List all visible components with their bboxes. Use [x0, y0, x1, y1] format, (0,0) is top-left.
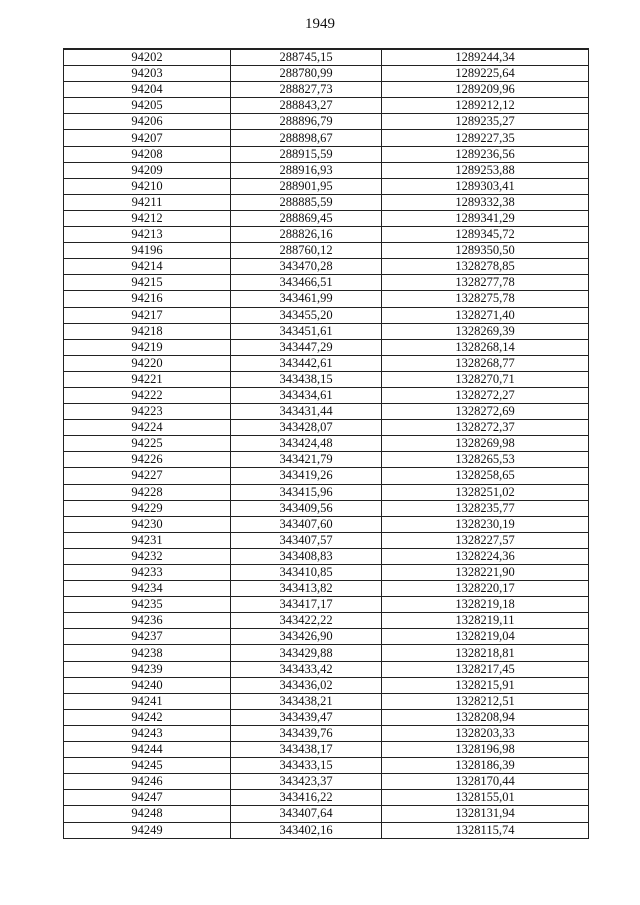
- x-coordinate-cell: 288780,99: [231, 66, 382, 82]
- point-number-cell: 94229: [64, 500, 231, 516]
- table-row: [64, 355, 589, 371]
- y-coordinate-cell: 1289341,29: [382, 210, 589, 226]
- y-coordinate-cell: 1289225,64: [382, 66, 589, 82]
- y-coordinate-cell: 1328170,44: [382, 774, 589, 790]
- y-coordinate-cell: 1289332,38: [382, 194, 589, 210]
- x-coordinate-cell: 343421,79: [231, 452, 382, 468]
- x-coordinate-cell: 343415,96: [231, 484, 382, 500]
- x-coordinate-cell: 343433,42: [231, 661, 382, 677]
- x-coordinate-cell: 343439,76: [231, 725, 382, 741]
- y-coordinate-cell: 1328275,78: [382, 291, 589, 307]
- table-row: [64, 645, 589, 661]
- table-row: [64, 323, 589, 339]
- table-row: [64, 742, 589, 758]
- table-row: [64, 758, 589, 774]
- table-row: [64, 661, 589, 677]
- y-coordinate-cell: 1289244,34: [382, 49, 589, 66]
- x-coordinate-cell: 343438,21: [231, 693, 382, 709]
- table-row: [64, 49, 589, 66]
- table-row: [64, 693, 589, 709]
- x-coordinate-cell: 288896,79: [231, 114, 382, 130]
- table-row: [64, 307, 589, 323]
- table-row: [64, 452, 589, 468]
- y-coordinate-cell: 1328219,04: [382, 629, 589, 645]
- x-coordinate-cell: 288916,93: [231, 162, 382, 178]
- y-coordinate-cell: 1328212,51: [382, 693, 589, 709]
- x-coordinate-cell: 343423,37: [231, 774, 382, 790]
- table-row: [64, 227, 589, 243]
- point-number-cell: 94221: [64, 371, 231, 387]
- point-number-cell: 94247: [64, 790, 231, 806]
- table-row: [64, 98, 589, 114]
- x-coordinate-cell: 343426,90: [231, 629, 382, 645]
- y-coordinate-cell: 1328196,98: [382, 742, 589, 758]
- y-coordinate-cell: 1289345,72: [382, 227, 589, 243]
- table-row: [64, 275, 589, 291]
- x-coordinate-cell: 288898,67: [231, 130, 382, 146]
- y-coordinate-cell: 1328219,11: [382, 613, 589, 629]
- point-number-cell: 94248: [64, 806, 231, 822]
- table-row: [64, 725, 589, 741]
- y-coordinate-cell: 1328155,01: [382, 790, 589, 806]
- point-number-cell: 94217: [64, 307, 231, 323]
- y-coordinate-cell: 1328115,74: [382, 822, 589, 838]
- point-number-cell: 94245: [64, 758, 231, 774]
- x-coordinate-cell: 343433,15: [231, 758, 382, 774]
- point-number-cell: 94207: [64, 130, 231, 146]
- point-number-cell: 94235: [64, 597, 231, 613]
- table-row: [64, 194, 589, 210]
- point-number-cell: 94231: [64, 532, 231, 548]
- point-number-cell: 94211: [64, 194, 231, 210]
- point-number-cell: 94204: [64, 82, 231, 98]
- table-row: [64, 629, 589, 645]
- x-coordinate-cell: 343434,61: [231, 387, 382, 403]
- page-number: 1949: [305, 16, 335, 32]
- point-number-cell: 94223: [64, 404, 231, 420]
- table-row: [64, 436, 589, 452]
- table-body: [64, 49, 589, 838]
- y-coordinate-cell: 1328251,02: [382, 484, 589, 500]
- x-coordinate-cell: 343436,02: [231, 677, 382, 693]
- y-coordinate-cell: 1328221,90: [382, 565, 589, 581]
- point-number-cell: 94233: [64, 565, 231, 581]
- point-number-cell: 94226: [64, 452, 231, 468]
- x-coordinate-cell: 343455,20: [231, 307, 382, 323]
- point-number-cell: 94232: [64, 548, 231, 564]
- x-coordinate-cell: 343438,15: [231, 371, 382, 387]
- table-row: [64, 66, 589, 82]
- point-number-cell: 94213: [64, 227, 231, 243]
- point-number-cell: 94209: [64, 162, 231, 178]
- y-coordinate-cell: 1328272,27: [382, 387, 589, 403]
- coordinates-table: [63, 48, 589, 839]
- table-row: [64, 291, 589, 307]
- y-coordinate-cell: 1328277,78: [382, 275, 589, 291]
- table-row: [64, 420, 589, 436]
- table-row: [64, 404, 589, 420]
- point-number-cell: 94224: [64, 420, 231, 436]
- point-number-cell: 94196: [64, 243, 231, 259]
- table-row: [64, 516, 589, 532]
- x-coordinate-cell: 343407,57: [231, 532, 382, 548]
- y-coordinate-cell: 1328208,94: [382, 709, 589, 725]
- point-number-cell: 94216: [64, 291, 231, 307]
- point-number-cell: 94212: [64, 210, 231, 226]
- y-coordinate-cell: 1328186,39: [382, 758, 589, 774]
- y-coordinate-cell: 1328215,91: [382, 677, 589, 693]
- x-coordinate-cell: 288760,12: [231, 243, 382, 259]
- point-number-cell: 94244: [64, 742, 231, 758]
- table-row: [64, 822, 589, 838]
- y-coordinate-cell: 1289236,56: [382, 146, 589, 162]
- table-row: [64, 806, 589, 822]
- y-coordinate-cell: 1328269,98: [382, 436, 589, 452]
- y-coordinate-cell: 1328278,85: [382, 259, 589, 275]
- table-row: [64, 339, 589, 355]
- table-row: [64, 114, 589, 130]
- point-number-cell: 94214: [64, 259, 231, 275]
- y-coordinate-cell: 1328224,36: [382, 548, 589, 564]
- point-number-cell: 94227: [64, 468, 231, 484]
- y-coordinate-cell: 1289253,88: [382, 162, 589, 178]
- x-coordinate-cell: 343439,47: [231, 709, 382, 725]
- table-row: [64, 210, 589, 226]
- point-number-cell: 94243: [64, 725, 231, 741]
- x-coordinate-cell: 288915,59: [231, 146, 382, 162]
- table-row: [64, 500, 589, 516]
- x-coordinate-cell: 343409,56: [231, 500, 382, 516]
- table-row: [64, 82, 589, 98]
- x-coordinate-cell: 343422,22: [231, 613, 382, 629]
- x-coordinate-cell: 343428,07: [231, 420, 382, 436]
- y-coordinate-cell: 1328217,45: [382, 661, 589, 677]
- x-coordinate-cell: 343438,17: [231, 742, 382, 758]
- x-coordinate-cell: 288869,45: [231, 210, 382, 226]
- y-coordinate-cell: 1328131,94: [382, 806, 589, 822]
- point-number-cell: 94206: [64, 114, 231, 130]
- table-row: [64, 597, 589, 613]
- y-coordinate-cell: 1328219,18: [382, 597, 589, 613]
- x-coordinate-cell: 288885,59: [231, 194, 382, 210]
- x-coordinate-cell: 343413,82: [231, 581, 382, 597]
- x-coordinate-cell: 343424,48: [231, 436, 382, 452]
- y-coordinate-cell: 1328270,71: [382, 371, 589, 387]
- y-coordinate-cell: 1328235,77: [382, 500, 589, 516]
- y-coordinate-cell: 1328272,69: [382, 404, 589, 420]
- point-number-cell: 94208: [64, 146, 231, 162]
- point-number-cell: 94220: [64, 355, 231, 371]
- point-number-cell: 94219: [64, 339, 231, 355]
- point-number-cell: 94242: [64, 709, 231, 725]
- table-row: [64, 468, 589, 484]
- x-coordinate-cell: 343410,85: [231, 565, 382, 581]
- point-number-cell: 94210: [64, 178, 231, 194]
- x-coordinate-cell: 343431,44: [231, 404, 382, 420]
- y-coordinate-cell: 1328269,39: [382, 323, 589, 339]
- table-row: [64, 371, 589, 387]
- y-coordinate-cell: 1289350,50: [382, 243, 589, 259]
- y-coordinate-cell: 1289303,41: [382, 178, 589, 194]
- x-coordinate-cell: 343447,29: [231, 339, 382, 355]
- y-coordinate-cell: 1328218,81: [382, 645, 589, 661]
- table-row: [64, 532, 589, 548]
- table-row: [64, 677, 589, 693]
- x-coordinate-cell: 288843,27: [231, 98, 382, 114]
- x-coordinate-cell: 343451,61: [231, 323, 382, 339]
- y-coordinate-cell: 1328265,53: [382, 452, 589, 468]
- y-coordinate-cell: 1328268,14: [382, 339, 589, 355]
- x-coordinate-cell: 343407,64: [231, 806, 382, 822]
- point-number-cell: 94203: [64, 66, 231, 82]
- point-number-cell: 94234: [64, 581, 231, 597]
- point-number-cell: 94238: [64, 645, 231, 661]
- point-number-cell: 94239: [64, 661, 231, 677]
- y-coordinate-cell: 1328220,17: [382, 581, 589, 597]
- table-row: [64, 565, 589, 581]
- x-coordinate-cell: 288827,73: [231, 82, 382, 98]
- table-row: [64, 790, 589, 806]
- point-number-cell: 94237: [64, 629, 231, 645]
- x-coordinate-cell: 343466,51: [231, 275, 382, 291]
- y-coordinate-cell: 1289227,35: [382, 130, 589, 146]
- point-number-cell: 94236: [64, 613, 231, 629]
- x-coordinate-cell: 343429,88: [231, 645, 382, 661]
- point-number-cell: 94222: [64, 387, 231, 403]
- y-coordinate-cell: 1289209,96: [382, 82, 589, 98]
- table-row: [64, 613, 589, 629]
- x-coordinate-cell: 343407,60: [231, 516, 382, 532]
- y-coordinate-cell: 1328258,65: [382, 468, 589, 484]
- point-number-cell: 94249: [64, 822, 231, 838]
- point-number-cell: 94228: [64, 484, 231, 500]
- y-coordinate-cell: 1328203,33: [382, 725, 589, 741]
- table-row: [64, 130, 589, 146]
- x-coordinate-cell: 343419,26: [231, 468, 382, 484]
- table-row: [64, 162, 589, 178]
- table-row: [64, 709, 589, 725]
- x-coordinate-cell: 343402,16: [231, 822, 382, 838]
- point-number-cell: 94240: [64, 677, 231, 693]
- x-coordinate-cell: 343470,28: [231, 259, 382, 275]
- x-coordinate-cell: 343417,17: [231, 597, 382, 613]
- table-row: [64, 387, 589, 403]
- x-coordinate-cell: 288745,15: [231, 49, 382, 66]
- table-row: [64, 146, 589, 162]
- point-number-cell: 94218: [64, 323, 231, 339]
- x-coordinate-cell: 343442,61: [231, 355, 382, 371]
- y-coordinate-cell: 1328230,19: [382, 516, 589, 532]
- table-row: [64, 774, 589, 790]
- y-coordinate-cell: 1328272,37: [382, 420, 589, 436]
- table-row: [64, 548, 589, 564]
- point-number-cell: 94225: [64, 436, 231, 452]
- point-number-cell: 94205: [64, 98, 231, 114]
- y-coordinate-cell: 1289235,27: [382, 114, 589, 130]
- x-coordinate-cell: 343416,22: [231, 790, 382, 806]
- x-coordinate-cell: 288901,95: [231, 178, 382, 194]
- table-row: [64, 484, 589, 500]
- x-coordinate-cell: 343461,99: [231, 291, 382, 307]
- table-row: [64, 259, 589, 275]
- y-coordinate-cell: 1289212,12: [382, 98, 589, 114]
- point-number-cell: 94230: [64, 516, 231, 532]
- point-number-cell: 94202: [64, 49, 231, 66]
- point-number-cell: 94246: [64, 774, 231, 790]
- point-number-cell: 94241: [64, 693, 231, 709]
- y-coordinate-cell: 1328227,57: [382, 532, 589, 548]
- y-coordinate-cell: 1328268,77: [382, 355, 589, 371]
- table-row: [64, 581, 589, 597]
- point-number-cell: 94215: [64, 275, 231, 291]
- x-coordinate-cell: 288826,16: [231, 227, 382, 243]
- table-row: [64, 178, 589, 194]
- y-coordinate-cell: 1328271,40: [382, 307, 589, 323]
- x-coordinate-cell: 343408,83: [231, 548, 382, 564]
- table-row: [64, 243, 589, 259]
